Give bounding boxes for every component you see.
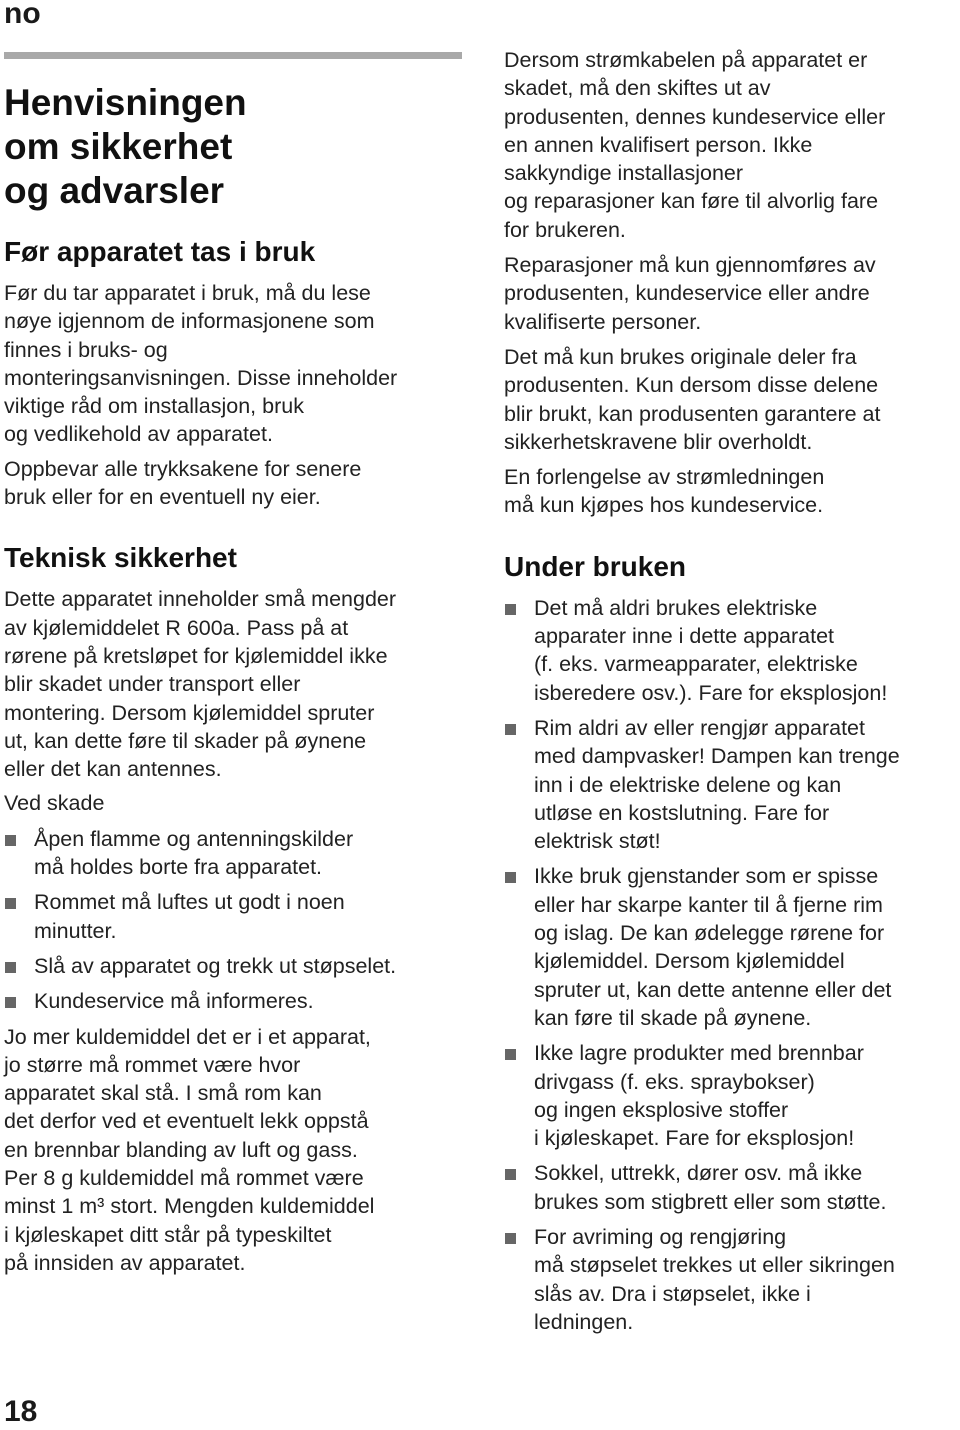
text-line: monteringsanvisningen. Disse inneholder [4,365,398,390]
heading-during-use: Under bruken [504,550,687,582]
text-line: produsenten, kundeservice eller andre [504,281,870,306]
text-line: rørene på kretsløpet for kjølemiddel ikke [4,643,388,668]
text-line: montering. Dersom kjølemiddel spruter [4,700,375,725]
text-line: eller har skarpe kanter til å fjerne rim [534,892,883,917]
text-line: en annen kvalifisert person. Ikke [504,132,813,157]
text-line: slås av. Dra i støpselet, ikke i [534,1281,811,1306]
text-line: sakkyndige installasjoner [504,161,744,186]
list-item [4,987,462,1015]
paragraph-original-parts [504,343,960,456]
list-item [504,594,960,707]
paragraph-repairs [504,251,960,336]
paragraph-extension-cord [504,463,960,520]
text-line: Åpen flamme og antenningskilder [34,826,354,851]
text-line: av kjølemiddelet R 600a. Pass på at [4,615,349,640]
text-line: og ingen eksplosive stoffer [534,1097,789,1122]
text-line: og reparasjoner kan føre til alvorlig fare [504,189,879,214]
bullet-square-icon [5,962,16,973]
bullet-square-icon [505,1049,516,1060]
text-line: brukes som stigbrett eller som støtte. [534,1189,887,1214]
text-line: nøye igjennom de informasjonene som [4,309,375,334]
bullet-square-icon [5,835,16,846]
bullet-square-icon [505,1233,516,1244]
text-line: og vedlikehold av apparatet. [4,422,273,447]
text-line: Rim aldri av eller rengjør apparatet [534,715,865,740]
list-item [504,714,960,855]
text-line: og islag. De kan ødelegge rørene for [534,921,885,946]
text-line: Ikke lagre produkter med brennbar [534,1041,864,1066]
left-column [4,52,462,1277]
text-line: kan føre til skade på øynene. [534,1005,812,1030]
text-line: viktige råd om installasjon, bruk [4,394,304,419]
heading-technical-safety: Teknisk sikkerhet [4,542,237,574]
text-line: Det må kun brukes originale deler fra [504,344,857,369]
paragraph-room-size [4,1023,462,1278]
text-line: ledningen. [534,1309,634,1334]
title-line: Henvisningen [4,82,247,123]
list-item [4,825,462,882]
text-line: bruk eller for en eventuell ny eier. [4,485,321,510]
text-line: Dette apparatet inneholder små mengder [4,587,397,612]
text-line: (f. eks. varmeapparater, elektriske [534,652,858,677]
text-line: det derfor ved et eventuelt lekk oppstå [4,1109,369,1134]
text-line: Kundeservice må informeres. [34,989,314,1014]
text-line: spruter ut, kan dette antenne eller det [534,977,892,1002]
text-line: apparatet skal stå. I små rom kan [4,1081,322,1106]
text-line: for brukeren. [504,217,626,242]
list-item [504,862,960,1032]
list-item [504,1159,960,1216]
text-line: må kun kjøpes hos kundeservice. [504,493,824,518]
text-line: kjølemiddel. Dersom kjølemiddel [534,949,845,974]
text-line: Slå av apparatet og trekk ut støpselet. [34,953,397,978]
text-line: Dersom strømkabelen på apparatet er [504,48,868,72]
text-line: skadet, må den skiftes ut av [504,76,771,101]
text-line: i kjøleskapet. Fare for eksplosjon! [534,1126,855,1151]
text-line: med dampvasker! Dampen kan trenge [534,744,900,769]
text-line: blir brukt, kan produsenten garantere at [504,401,881,426]
list-item [504,1223,960,1336]
title-line: om sikkerhet [4,126,233,167]
paragraph-keep-documents [4,455,462,512]
text-line: ut, kan dette føre til skader på øynene [4,728,367,753]
text-line: sikkerhetskravene blir overholdt. [504,429,813,454]
text-line: eller det kan antennes. [4,757,222,782]
bullet-square-icon [5,898,16,909]
text-line: på innsiden av apparatet. [4,1250,246,1275]
damage-steps-list [4,825,462,1016]
text-line: Det må aldri brukes elektriske [534,595,818,620]
text-line: blir skadet under transport eller [4,672,301,697]
list-item [4,952,462,980]
text-line: Ikke bruk gjenstander som er spisse [534,864,879,889]
text-line: Sokkel, uttrekk, dører osv. må ikke [534,1161,863,1186]
text-line: Per 8 g kuldemiddel må rommet være [4,1166,364,1191]
text-line: Oppbevar alle trykksakene for senere [4,456,362,481]
bullet-square-icon [505,1169,516,1180]
text-line: utløse en kostslutning. Fare for [534,800,830,825]
language-code: no [4,0,41,30]
list-item [4,888,462,945]
text-line: Rommet må luftes ut godt i noen [34,890,345,915]
text-line: produsenten, dennes kundeservice eller [504,104,886,129]
paragraph-power-cable [504,46,960,244]
right-column [504,46,960,1336]
page-number: 18 [4,1395,38,1428]
text-line: elektrisk støt! [534,829,661,854]
text-line: For avriming og rengjøring [534,1224,787,1249]
text-line: minutter. [34,918,117,943]
section-rule [4,52,462,59]
bullet-square-icon [505,604,516,615]
title-line: og advarsler [4,170,225,211]
page-title [4,81,462,213]
text-line: i kjøleskapet ditt står på typeskiltet [4,1222,332,1247]
list-item [504,1039,960,1152]
paragraph-in-case-of-damage: Ved skade [4,791,105,816]
text-line: Jo mer kuldemiddel det er i et apparat, [4,1024,371,1049]
text-line: isberedere osv.). Fare for eksplosjon! [534,680,888,705]
text-line: Reparasjoner må kun gjennomføres av [504,253,876,278]
bullet-square-icon [505,724,516,735]
text-line: minst 1 m³ stort. Mengden kuldemiddel [4,1194,375,1219]
text-line: må støpselet trekkes ut eller sikringen [534,1253,895,1278]
paragraph-refrigerant [4,585,462,783]
text-line: jo større må rommet være hvor [4,1052,301,1077]
usage-warnings-list [504,594,960,1336]
text-line: drivgass (f. eks. spraybokser) [534,1069,815,1094]
text-line: inn i de elektriske delene og kan [534,772,842,797]
text-line: Før du tar apparatet i bruk, må du lese [4,281,371,305]
text-line: finnes i bruks- og [4,337,168,362]
heading-before-use: Før apparatet tas i bruk [4,236,316,267]
bullet-square-icon [505,872,516,883]
text-line: en brennbar blanding av luft og gass. [4,1137,358,1162]
text-line: En forlengelse av strømledningen [504,465,825,490]
paragraph-read-instructions [4,279,462,449]
text-line: kvalifiserte personer. [504,309,702,334]
text-line: må holdes borte fra apparatet. [34,855,323,880]
bullet-square-icon [5,997,16,1008]
text-line: apparater inne i dette apparatet [534,624,835,649]
text-line: produsenten. Kun dersom disse delene [504,373,879,398]
